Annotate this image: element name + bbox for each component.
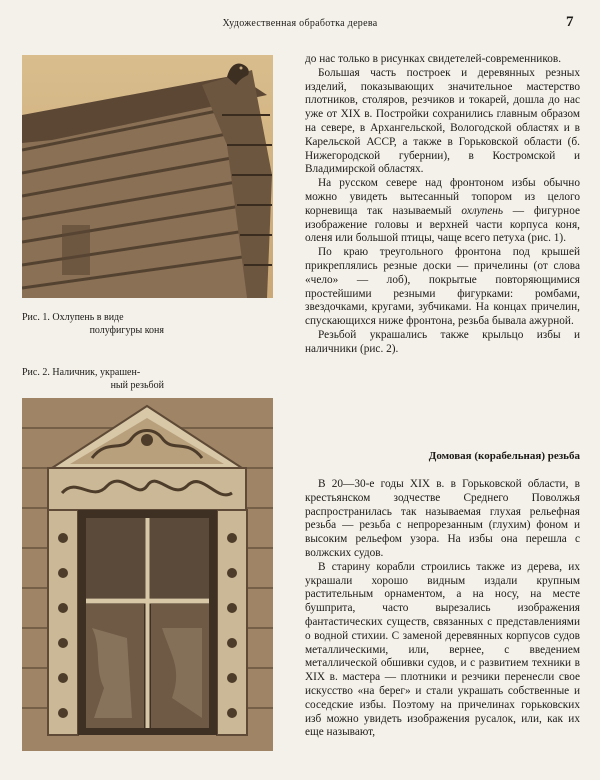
running-head: Художественная обработка дерева: [222, 18, 378, 29]
paragraph-text: — фигурное изображение головы и верхней части корпуса коня, оленя или большой птицы, чаще всего петуха (рис. 1).: [305, 204, 580, 245]
term-okhlupen: охлупень: [461, 204, 504, 217]
figure-2-caption-line2: ный резьбой: [110, 380, 164, 391]
section-heading: Домовая (корабельная) резьба: [428, 450, 580, 462]
paragraph: В 20—30-е годы XIX в. в Горьковской области, в крестьянском зодчестве Среднего Поволжья распространилась так называемая глухая рельефная резьба — резьба с непрорезанным (глухим) фоном и высоким рельефом узора. На избы она перешла с волжских судов.: [305, 478, 580, 559]
figure-1-caption-line2: полуфигуры коня: [89, 325, 164, 336]
main-text-top: [305, 53, 580, 357]
paragraph: По краю треугольного фронтона под крышей прикреплялись резные доски — причелины (от слова «чело» — лоб), покрытые повторяющимися простейшими резными фигурками: ромбами, звездочками, кругами, зубчиками. На концах причелин, спускающихся ниже фронтона, резьба бывала ажурной.: [305, 246, 580, 328]
figure-1-caption: [22, 311, 164, 337]
figure-1-caption-line1: Рис. 1. Охлупень в виде: [22, 312, 124, 323]
figure-2-caption: [22, 366, 164, 392]
paragraph: Резьбой украшались также крыльцо избы и наличники (рис. 2).: [305, 328, 580, 355]
nalichnik-photo-illustration: [22, 398, 273, 751]
page-number: 7: [566, 14, 574, 30]
paragraph-text: На русском севере над фронтоном избы обычно можно увидеть вытесанный топором из целого корневища так называемый: [305, 177, 580, 217]
paragraph: до нас только в рисунках свидетелей-современников.: [305, 53, 562, 65]
figure-1-photo: [22, 55, 273, 298]
paragraph: [305, 177, 580, 246]
figure-2-photo: [22, 398, 273, 751]
okhlupen-photo-illustration: [22, 55, 273, 298]
paragraph: В старину корабли строились также из дерева, их украшали хорошо видным издали крупным растительным орнаментом, а на носу, на месте бушприта, часто вырезались изображения фантастических существ, связанных с представлениями о водной стихии. С заменой деревянных корпусов судов металлическими, или, вернее, с введением металлической обшивки судов, и с развитием техники в XIX в. мастера — плотники и резчики перенесли свое искусство «на берег» и стали украшать собственные и соседские избы. Поэтому на причелинах горьковских изб можно увидеть изображения русалок, или, как их еще называют,: [305, 560, 580, 739]
paragraph: Большая часть построек и деревянных резных изделий, показывающих значительное мастерство плотников, столяров, резчиков и токарей, дошла до нас уже от XIX в. Постройки сохранились главным образом на севере, в Архангельской, Вологодской областях и в Карельской АССР, а также в Горьковской области (б. Нижегородской губернии), в Костромской и Владимирской областях.: [305, 66, 580, 176]
main-text-bottom: [305, 478, 580, 740]
figure-2-caption-line1: Рис. 2. Наличник, украшен-: [22, 367, 141, 378]
